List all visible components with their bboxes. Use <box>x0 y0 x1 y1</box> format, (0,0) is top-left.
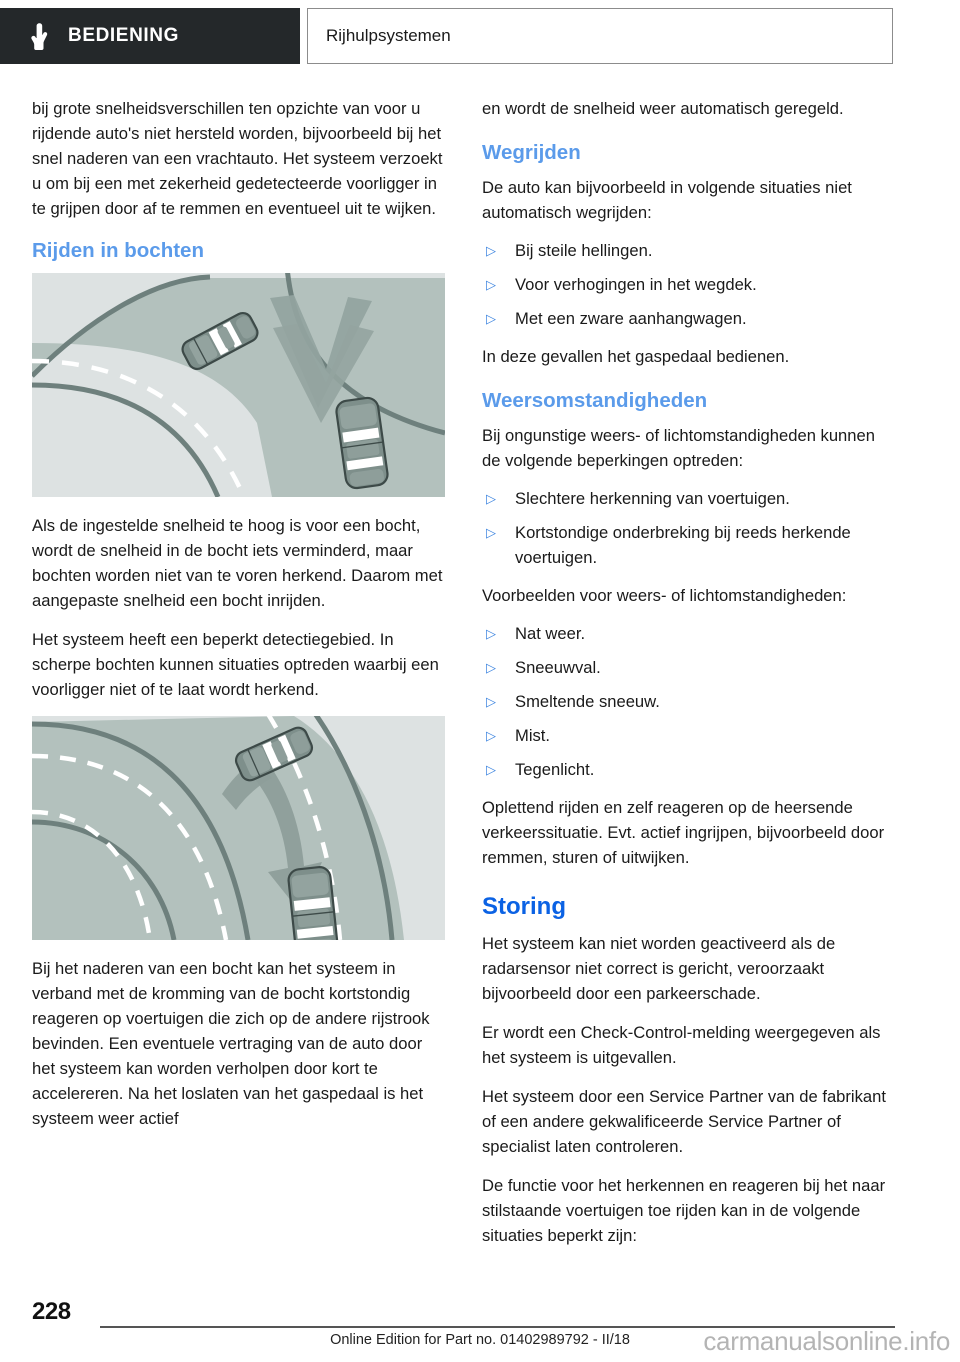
paragraph-approaching-curve: Bij het naderen van een bocht kan het systeem in verband met de kromming van de bocht kortstondig reageren op voertuigen die zich op de andere rijstrook bevinden. Een eventuele vertraging van de auto door het systeem kan worden verholpen door kort te accelereren. Na het loslaten van het gaspedaal is het systeem weer actief <box>32 959 430 1128</box>
wegrijden-intro: De auto kan bijvoorbeeld in volgende situaties niet automatisch wegrijden: <box>482 178 852 222</box>
continuation-paragraph: en wordt de snelheid weer automatisch geregeld. <box>482 99 844 118</box>
list-item <box>482 520 895 570</box>
triangle-bullet-icon: ▷ <box>486 728 496 743</box>
list-item-label: Tegenlicht. <box>515 760 595 779</box>
weer-outro: Oplettend rijden en zelf reageren op de heersende verkeerssituatie. Evt. actief ingrijpen, bijvoorbeeld door remmen, sturen of uitwijken. <box>482 798 885 867</box>
left-column <box>32 96 445 1145</box>
list-item-label: Nat weer. <box>515 624 586 643</box>
storing-paragraph-2: Er wordt een Check-Control-melding weergegeven als het systeem is uitgevallen. <box>482 1023 881 1067</box>
weer-examples-list <box>482 621 895 782</box>
list-item-label: Voor verhogingen in het wegdek. <box>515 275 757 294</box>
multilane-curve-illustration <box>32 716 445 940</box>
triangle-bullet-icon: ▷ <box>486 762 496 777</box>
pointing-hand-icon <box>30 22 52 50</box>
header-section-label: Rijhulpsystemen <box>326 26 451 45</box>
paragraph-curve-speed: Als de ingestelde snelheid te hoog is voor een bocht, wordt de snelheid in de bocht iets verminderd, maar bochten worden niet van te voren herkend. Daarom met aangepaste snelheid een bocht inrijden. <box>32 516 443 610</box>
figure-multilane-curve-arrow <box>32 716 445 940</box>
list-item-label: Mist. <box>515 726 551 745</box>
weer-examples-intro: Voorbeelden voor weers- of lichtomstandigheden: <box>482 586 847 605</box>
curved-road-illustration <box>32 273 445 497</box>
heading-rijden-in-bochten: Rijden in bochten <box>32 239 204 262</box>
list-item <box>482 655 895 680</box>
intro-paragraph: bij grote snelheidsverschillen ten opzichte van voor u rijdende auto's niet hersteld worden, bijvoorbeeld bij het snel naderen van een vrachtauto. Het systeem verzoekt u om bij een met zekerheid gedetecteerde voorligger in te grijpen door af te remmen en eventueel uit te wijken. <box>32 99 443 218</box>
list-item <box>482 486 895 511</box>
header-chapter-label: BEDIENING <box>68 25 179 46</box>
heading-storing: Storing <box>482 893 566 920</box>
list-item <box>482 306 895 331</box>
list-item <box>482 689 895 714</box>
right-column <box>482 96 895 1262</box>
heading-weersomstandigheden: Weersomstandigheden <box>482 389 708 412</box>
page-footer <box>0 1280 960 1362</box>
wegrijden-outro: In deze gevallen het gaspedaal bedienen. <box>482 347 790 366</box>
list-item <box>482 757 895 782</box>
triangle-bullet-icon: ▷ <box>486 694 496 709</box>
storing-paragraph-4: De functie voor het herkennen en reageren bij het naar stilstaande voertuigen toe rijden kan in de volgende situaties beperkt zijn: <box>482 1176 886 1245</box>
list-item <box>482 621 895 646</box>
list-item <box>482 272 895 297</box>
list-item-label: Smeltende sneeuw. <box>515 692 660 711</box>
triangle-bullet-icon: ▷ <box>486 626 496 641</box>
header-chapter-tab[interactable] <box>0 8 300 64</box>
footer-edition-note: Online Edition for Part no. 01402989792 - II/18 <box>330 1332 630 1348</box>
list-item-label: Bij steile hellingen. <box>515 241 653 260</box>
page-header <box>0 8 960 64</box>
weer-limitations-list <box>482 486 895 570</box>
page-number: 228 <box>32 1298 71 1325</box>
storing-paragraph-3: Het systeem door een Service Partner van de fabrikant of een andere gekwalificeerde Service Partner of specialist laten controleren. <box>482 1087 886 1156</box>
triangle-bullet-icon: ▷ <box>486 491 496 506</box>
list-item <box>482 723 895 748</box>
site-watermark: carmanualsonline.info <box>703 1326 950 1356</box>
triangle-bullet-icon: ▷ <box>486 243 496 258</box>
weer-intro: Bij ongunstige weers- of lichtomstandigheden kunnen de volgende beperkingen optreden: <box>482 426 875 470</box>
wegrijden-list <box>482 238 895 331</box>
heading-wegrijden: Wegrijden <box>482 141 581 164</box>
triangle-bullet-icon: ▷ <box>486 277 496 292</box>
triangle-bullet-icon: ▷ <box>486 525 496 540</box>
list-item-label: Met een zware aanhangwagen. <box>515 309 747 328</box>
triangle-bullet-icon: ▷ <box>486 311 496 326</box>
header-section-box[interactable] <box>307 8 893 64</box>
list-item <box>482 238 895 263</box>
paragraph-detection-area: Het systeem heeft een beperkt detectiegebied. In scherpe bochten kunnen situaties optreden waarbij een voorligger niet of te laat wordt herkend. <box>32 630 439 699</box>
triangle-bullet-icon: ▷ <box>486 660 496 675</box>
list-item-label: Sneeuwval. <box>515 658 601 677</box>
figure-curved-road-detection-cone <box>32 273 445 497</box>
list-item-label: Kortstondige onderbreking bij reeds herkende voertuigen. <box>515 523 851 567</box>
list-item-label: Slechtere herkenning van voertuigen. <box>515 489 790 508</box>
storing-paragraph-1: Het systeem kan niet worden geactiveerd als de radarsensor niet correct is gericht, veroorzaakt bijvoorbeeld door een parkeerschade. <box>482 934 836 1003</box>
